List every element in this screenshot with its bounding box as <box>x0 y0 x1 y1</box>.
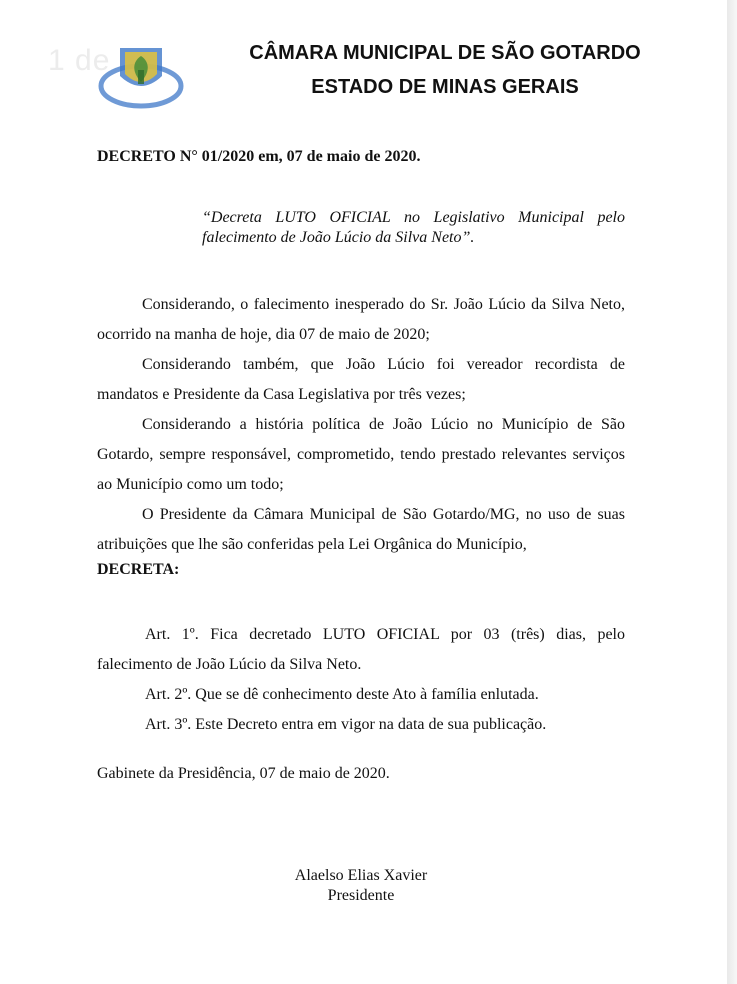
consideration-2: Considerando também, que João Lúcio foi vereador recordista de mandatos e Presidente da Casa Legislativa por três vezes; <box>97 356 625 403</box>
decree-ementa: “Decreta LUTO OFICIAL no Legislativo Municipal pelo falecimento de João Lúcio da Silva Neto”. <box>202 209 625 246</box>
decree-title: DECRETO N° 01/2020 em, 07 de maio de 2020. <box>97 148 421 165</box>
consideration-3: Considerando a história política de João Lúcio no Município de São Gotardo, sempre responsável, comprometido, tendo prestado relevantes serviços ao Município como um todo; <box>97 416 625 493</box>
article-3: Art. 3º. Este Decreto entra em vigor na data de sua publicação. <box>145 716 547 733</box>
decreta-heading: DECRETA: <box>97 561 180 578</box>
page-watermark: 1 de <box>48 44 111 77</box>
page-edge <box>727 0 737 984</box>
article-2: Art. 2º. Que se dê conhecimento deste Ato à família enlutada. <box>145 686 539 703</box>
signer-name: Alaelso Elias Xavier <box>294 867 428 884</box>
consideration-4: O Presidente da Câmara Municipal de São Gotardo/MG, no uso de suas atribuições que lhe são conferidas pela Lei Orgânica do Município, <box>97 506 625 553</box>
header-title-line2: ESTADO DE MINAS GERAIS <box>311 76 579 98</box>
header-title-line1: CÂMARA MUNICIPAL DE SÃO GOTARDO <box>249 42 641 64</box>
article-1: Art. 1º. Fica decretado LUTO OFICIAL por 03 (três) dias, pelo falecimento de João Lúcio da Silva Neto. <box>97 626 625 673</box>
closing-line: Gabinete da Presidência, 07 de maio de 2020. <box>97 765 390 782</box>
municipal-seal-icon <box>98 40 184 110</box>
signer-role: Presidente <box>327 887 395 904</box>
consideration-1: Considerando, o falecimento inesperado do Sr. João Lúcio da Silva Neto, ocorrido na manha de hoje, dia 07 de maio de 2020; <box>97 296 625 343</box>
